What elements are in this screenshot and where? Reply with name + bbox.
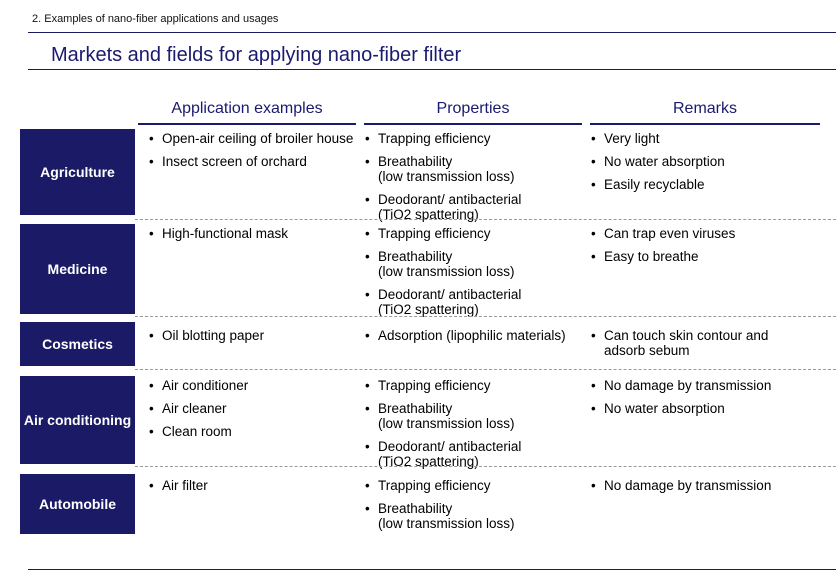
top-divider	[28, 32, 836, 33]
col-header-applications: Application examples	[171, 100, 323, 117]
page-title: Markets and fields for applying nano-fiber filter	[51, 44, 462, 66]
title-divider	[28, 69, 836, 70]
cell-properties	[362, 328, 587, 351]
list-item: • Can touch skin contour and adsorb sebum	[588, 328, 798, 358]
table-row-air-conditioning	[20, 376, 836, 469]
cell-remarks	[588, 378, 813, 424]
list-item: • High-functional mask	[146, 226, 366, 241]
list-item: • Can trap even viruses	[588, 226, 813, 241]
row-separator	[135, 369, 836, 370]
list-item: • Clean room	[146, 424, 366, 439]
col-header-properties-underline	[364, 123, 582, 125]
cell-applications	[146, 226, 366, 249]
table-row-medicine	[20, 224, 836, 317]
cell-applications	[146, 328, 366, 351]
bullet-list	[146, 478, 366, 493]
list-item: • Breathability (low transmission loss)	[362, 401, 587, 431]
list-item: • Trapping efficiency	[362, 478, 587, 493]
bullet-list	[588, 378, 813, 416]
cell-remarks	[588, 328, 798, 366]
cell-applications	[146, 378, 366, 447]
list-item: • Deodorant/ antibacterial (TiO2 spattering)	[362, 192, 587, 222]
bullet-list	[588, 478, 813, 493]
section-label: 2. Examples of nano-fiber applications and usages	[32, 13, 279, 25]
cell-properties	[362, 226, 587, 325]
list-item: • No water absorption	[588, 154, 813, 169]
cell-remarks	[588, 478, 813, 501]
table-row-agriculture	[20, 129, 836, 222]
bullet-list	[362, 328, 587, 343]
cell-properties	[362, 478, 587, 539]
list-item: • Very light	[588, 131, 813, 146]
list-item: • Easy to breathe	[588, 249, 813, 264]
row-separator	[135, 466, 836, 467]
bullet-list	[146, 328, 366, 343]
table-row-automobile	[20, 474, 836, 534]
list-item: • No water absorption	[588, 401, 813, 416]
col-header-properties: Properties	[436, 100, 510, 117]
row-label-medicine: Medicine	[20, 224, 135, 314]
list-item: • Insect screen of orchard	[146, 154, 366, 169]
list-item: • Easily recyclable	[588, 177, 813, 192]
bullet-list	[362, 378, 587, 469]
list-item: • Air conditioner	[146, 378, 366, 393]
list-item: • Trapping efficiency	[362, 131, 587, 146]
list-item: • No damage by transmission	[588, 378, 813, 393]
list-item: • Trapping efficiency	[362, 378, 587, 393]
cell-remarks	[588, 226, 813, 272]
bullet-list	[588, 226, 813, 264]
row-label-cosmetics: Cosmetics	[20, 322, 135, 366]
bullet-list	[588, 131, 813, 192]
bullet-list	[146, 131, 366, 169]
list-item: • Open-air ceiling of broiler house	[146, 131, 366, 146]
bullet-list	[362, 478, 587, 531]
bullet-list	[588, 328, 798, 358]
list-item: • Breathability (low transmission loss)	[362, 154, 587, 184]
list-item: • Trapping efficiency	[362, 226, 587, 241]
bottom-divider	[28, 569, 836, 570]
bullet-list	[362, 131, 587, 222]
row-label-air-conditioning: Air conditioning	[20, 376, 135, 464]
list-item: • No damage by transmission	[588, 478, 813, 493]
col-header-remarks-underline	[590, 123, 820, 125]
list-item: • Air cleaner	[146, 401, 366, 416]
bullet-list	[146, 378, 366, 439]
list-item: • Air filter	[146, 478, 366, 493]
bullet-list	[362, 226, 587, 317]
list-item: • Adsorption (lipophilic materials)	[362, 328, 587, 343]
cell-properties	[362, 131, 587, 230]
cell-properties	[362, 378, 587, 477]
bullet-list	[146, 226, 366, 241]
list-item: • Oil blotting paper	[146, 328, 366, 343]
cell-applications	[146, 478, 366, 501]
table-row-cosmetics	[20, 322, 836, 366]
row-label-automobile: Automobile	[20, 474, 135, 534]
row-separator	[135, 219, 836, 220]
list-item: • Deodorant/ antibacterial (TiO2 spattering)	[362, 439, 587, 469]
list-item: • Deodorant/ antibacterial (TiO2 spattering)	[362, 287, 587, 317]
list-item: • Breathability (low transmission loss)	[362, 501, 587, 531]
cell-remarks	[588, 131, 813, 200]
cell-applications	[146, 131, 366, 177]
row-separator	[135, 316, 836, 317]
col-header-remarks: Remarks	[672, 100, 737, 117]
row-label-agriculture: Agriculture	[20, 129, 135, 215]
col-header-applications-underline	[138, 123, 356, 125]
list-item: • Breathability (low transmission loss)	[362, 249, 587, 279]
